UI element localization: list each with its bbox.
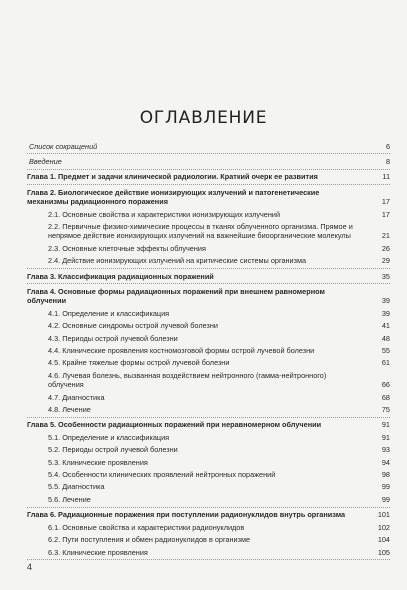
toc-entry[interactable] <box>27 546 390 558</box>
toc-entry[interactable] <box>27 155 390 167</box>
toc-entry-title: Глава 1. Предмет и задачи клинической радиологии. Краткий очерк ее развития <box>27 172 318 182</box>
toc-entry-page: 66 <box>381 380 390 390</box>
toc-entry-page: 68 <box>381 392 390 402</box>
toc-entry[interactable] <box>27 357 390 369</box>
toc-entry[interactable] <box>27 307 390 319</box>
toc-entry-page: 104 <box>377 535 390 545</box>
toc-entry-title: Глава 2. Биологическое действие ионизирующих излучений и патогенетические механизмы радиационного поражения <box>27 187 320 207</box>
toc-entry-page: 17 <box>381 197 390 207</box>
toc-entry-page: 101 <box>377 510 390 520</box>
toc-entry-page: 75 <box>381 405 390 415</box>
toc-entry[interactable] <box>27 456 390 468</box>
toc-entry[interactable] <box>27 270 390 282</box>
toc-entry[interactable] <box>27 186 390 208</box>
page-title: ОГЛАВЛЕНИЕ <box>139 108 268 128</box>
toc-entry-page: 61 <box>381 358 390 368</box>
toc-entry-title: 4.1. Определение и классификация <box>48 308 170 318</box>
toc-entry[interactable] <box>27 255 390 267</box>
toc-entry-page: 99 <box>381 494 390 504</box>
toc-divider <box>27 417 390 418</box>
toc-entry[interactable] <box>27 444 390 456</box>
toc-entry-title: Список сокращений <box>29 141 98 151</box>
toc-entry[interactable] <box>27 493 390 505</box>
toc-entry[interactable] <box>27 391 390 403</box>
toc-entry-title: 6.1. Основные свойства и характеристики радионуклидов <box>48 522 245 532</box>
toc-entry-title: Глава 3. Классификация радиационных поражений <box>27 271 214 281</box>
toc-entry[interactable] <box>27 140 390 152</box>
toc-entry-title: 5.4. Особенности клинических проявлений нейтронных поражений <box>48 470 276 480</box>
toc-entry-title: 5.2. Периоды острой лучевой болезни <box>48 445 178 455</box>
toc-entry-page: 105 <box>377 547 390 557</box>
toc-entry[interactable] <box>27 285 390 307</box>
toc-entry-page: 35 <box>381 271 390 281</box>
toc-entry-page: 94 <box>381 457 390 467</box>
toc-entry[interactable] <box>27 521 390 533</box>
toc-entry-title: 4.7. Диагностика <box>48 392 105 402</box>
toc-entry-title: 4.6. Лучевая болезнь, вызванная воздействием нейтронного (гамма-нейтронного) облучения <box>48 370 327 390</box>
toc-entry-page: 39 <box>381 308 390 318</box>
toc-entry-page: 41 <box>381 321 390 331</box>
toc-entry-title: 2.4. Действие ионизирующих излучений на критические системы организма <box>48 256 307 266</box>
toc-entry-page: 39 <box>381 296 390 306</box>
toc-entry[interactable] <box>27 320 390 332</box>
toc-entry[interactable] <box>27 220 390 242</box>
page-number: 4 <box>27 562 33 572</box>
toc-entry-page: 99 <box>381 482 390 492</box>
toc-entry-page: 17 <box>381 209 390 219</box>
toc-divider <box>27 184 390 185</box>
toc-divider <box>27 283 390 284</box>
toc-entry[interactable] <box>27 534 390 546</box>
toc-entry-page: 48 <box>381 333 390 343</box>
toc-entry-page: 98 <box>381 470 390 480</box>
toc-entry-page: 11 <box>382 172 390 182</box>
toc-entry-page: 21 <box>381 231 390 241</box>
toc-entry[interactable] <box>27 332 390 344</box>
toc-entry-page: 26 <box>381 243 390 253</box>
toc-entry-title: Глава 4. Основные формы радиационных поражений при внешнем равномерном облучении <box>27 286 325 306</box>
toc-divider <box>27 507 390 508</box>
toc-entry-page: 93 <box>381 445 390 455</box>
toc-divider <box>27 169 390 170</box>
toc-entry-title: 4.4. Клинические проявления костномозговой формы острой лучевой болезни <box>48 346 315 355</box>
toc-entry[interactable] <box>27 171 390 183</box>
toc-divider <box>27 559 390 560</box>
table-of-contents <box>27 140 390 561</box>
toc-entry-title: 5.5. Диагностика <box>48 482 105 492</box>
toc-entry-title: 2.2. Первичные физико-химические процессы в тканях облученного организма. Прямое и непрямое действие ионизирующих излучений на важнейшие биоорганические молекулы <box>48 221 353 241</box>
toc-divider <box>27 268 390 269</box>
toc-entry-title: 2.3. Основные клеточные эффекты облучения <box>48 243 206 253</box>
toc-entry-title: Введение <box>29 156 62 166</box>
toc-entry[interactable] <box>27 369 390 391</box>
toc-entry-title: Глава 6. Радиационные поражения при поступлении радионуклидов внутрь организма <box>27 510 346 520</box>
toc-entry-title: 4.8. Лечение <box>48 405 91 415</box>
toc-entry[interactable] <box>27 481 390 493</box>
toc-entry-page: 8 <box>385 156 390 166</box>
toc-entry-title: 5.6. Лечение <box>48 494 91 504</box>
toc-entry[interactable] <box>27 242 390 254</box>
toc-entry[interactable] <box>27 419 390 431</box>
toc-entry[interactable] <box>27 345 390 357</box>
toc-entry-title: 5.1. Определение и классификация <box>48 432 170 442</box>
toc-entry-title: 4.5. Крайне тяжелые формы острой лучевой болезни <box>48 358 230 368</box>
toc-entry-title: 6.3. Клинические проявления <box>48 547 148 557</box>
toc-entry[interactable] <box>27 469 390 481</box>
toc-entry-page: 55 <box>381 346 390 355</box>
toc-entry-title: Глава 5. Особенности радиационных поражений при неравномерном облучении <box>27 420 322 430</box>
toc-entry-title: 2.1. Основные свойства и характеристики ионизирующих излучений <box>48 209 281 219</box>
toc-entry-page: 91 <box>381 432 390 442</box>
toc-divider <box>27 153 390 154</box>
toc-entry-title: 4.2. Основные синдромы острой лучевой болезни <box>48 321 218 331</box>
toc-entry[interactable] <box>27 509 390 521</box>
toc-entry[interactable] <box>27 404 390 416</box>
toc-entry[interactable] <box>27 431 390 443</box>
toc-entry-page: 102 <box>377 522 390 532</box>
toc-entry-title: 6.2. Пути поступления и обмен радионуклидов в организме <box>48 535 251 545</box>
toc-entry-page: 91 <box>381 420 390 430</box>
toc-entry-page: 6 <box>385 141 390 151</box>
toc-entry-title: 5.3. Клинические проявления <box>48 457 148 467</box>
toc-entry[interactable] <box>27 208 390 220</box>
toc-entry-page: 29 <box>381 256 390 266</box>
toc-entry-title: 4.3. Периоды острой лучевой болезни <box>48 333 178 343</box>
